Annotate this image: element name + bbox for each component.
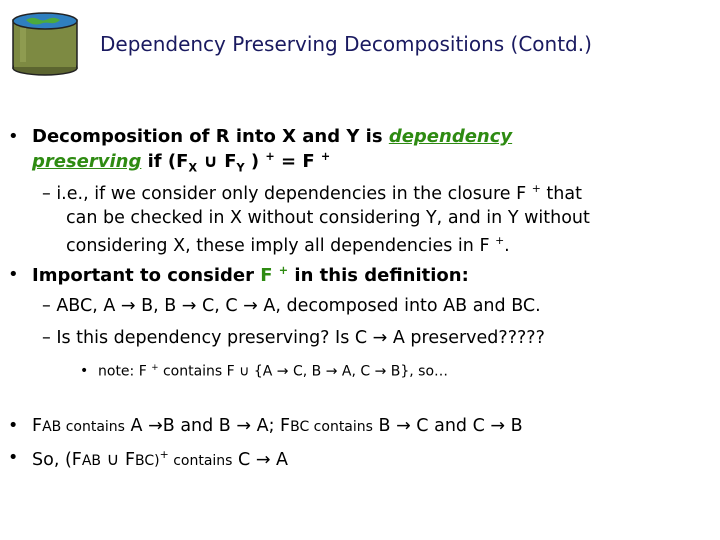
bullet-marker: •: [8, 416, 19, 436]
sub-bullet-abc-example: – ABC, A → B, B → C, C → A, decomposed into AB and BC.: [42, 296, 541, 316]
bullet-decomposition-cont: preserving if ($F_X$ ∪ $F_Y$ ) + = F +: [32, 150, 331, 175]
sub-sub-bullet-note: note: F + contains F ∪ {A → C, B → A, C → B}, so…: [98, 363, 449, 380]
sub-bullet-ie-line3: considering X, these imply all dependencies in F +.: [66, 234, 510, 256]
sub-bullet-ie-line2: can be checked in X without considering Y, and in Y without: [66, 208, 590, 228]
bullet-important: Important to consider F + in this definition:: [32, 264, 469, 286]
page-title: Dependency Preserving Decompositions (Contd.): [100, 32, 592, 56]
bullet-marker: •: [8, 448, 19, 468]
bullet-decomposition: Decomposition of R into X and Y is dependency: [32, 126, 513, 147]
bullet-marker: •: [8, 264, 19, 285]
bullet-so-closure: So, (FAB ∪ FBC)+ contains C → A: [32, 448, 289, 470]
database-cylinder-icon: [10, 10, 80, 76]
bullet-fab-contains: FAB contains A →B and B → A; FBC contains B → C and C → B: [32, 416, 523, 436]
bullet-marker: •: [8, 126, 19, 147]
sub-bullet-question: – Is this dependency preserving? Is C → A preserved?????: [42, 328, 545, 348]
sub-bullet-ie-line1: – i.e., if we consider only dependencies in the closure F + that: [42, 182, 582, 204]
bullet-marker: •: [80, 363, 89, 379]
